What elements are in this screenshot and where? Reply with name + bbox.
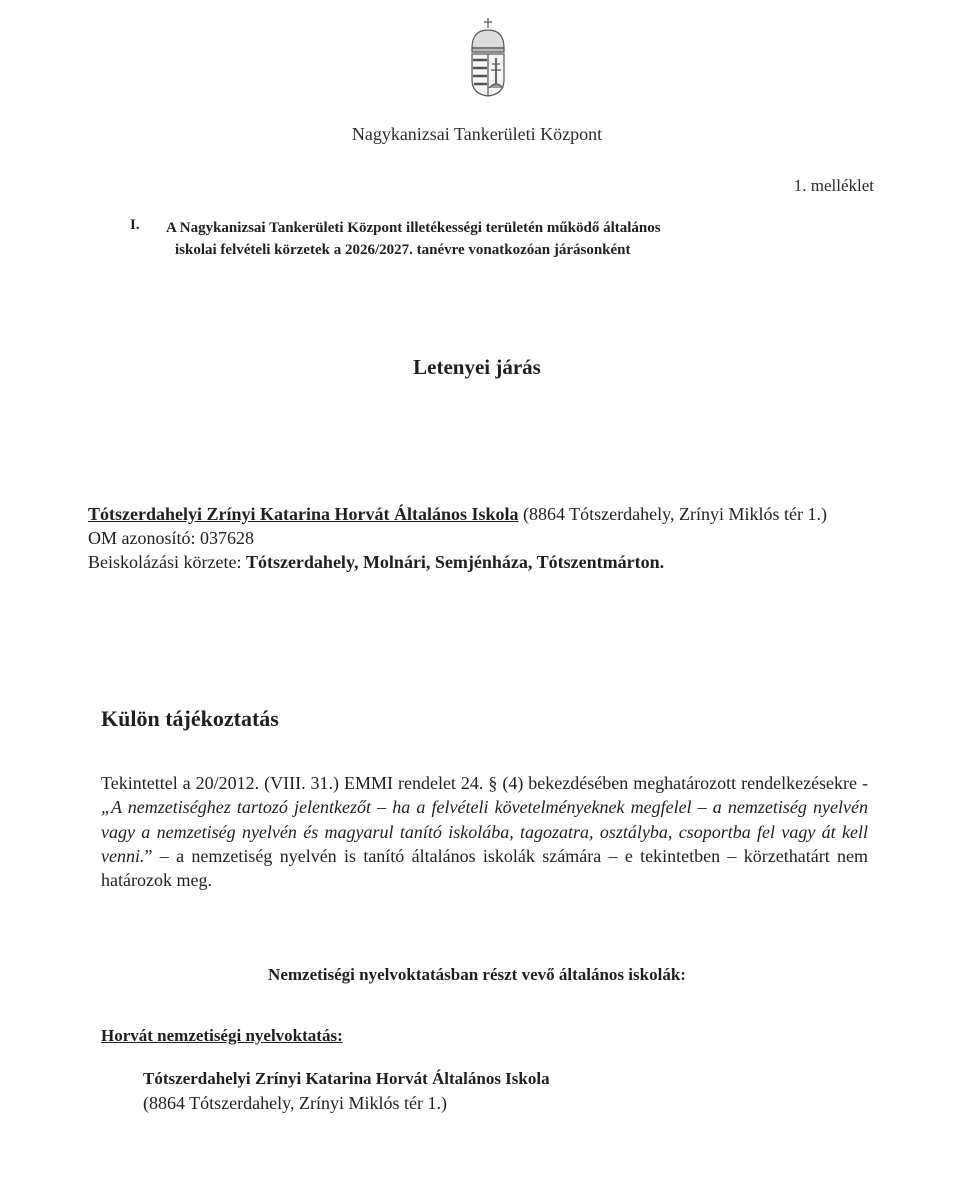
section-number: I.: [130, 217, 140, 233]
om-id: OM azonosító: 037628: [88, 528, 254, 548]
section-heading-line2: iskolai felvételi körzetek a 2026/2027. tanévre vonatkozóan járásonként: [175, 242, 631, 258]
nationality-section-title: Nemzetiségi nyelvoktatásban részt vevő általános iskolák:: [268, 965, 686, 984]
school-name: Tótszerdahelyi Zrínyi Katarina Horvát Általános Iskola: [88, 504, 519, 524]
school-address: (8864 Tótszerdahely, Zrínyi Miklós tér 1.): [523, 504, 827, 524]
paragraph-intro: Tekintettel a 20/2012. (VIII. 31.) EMMI rendelet 24. § (4) bekezdésében meghatározott rendelkezésekre -: [101, 773, 868, 793]
croatian-school: [143, 1067, 550, 1115]
special-info-title: Külön tájékoztatás: [101, 706, 279, 731]
catchment-label: Beiskolázási körzete:: [88, 552, 246, 572]
special-info-paragraph: [101, 771, 868, 892]
school-block: [88, 502, 869, 574]
croatian-school-address: (8864 Tótszerdahely, Zrínyi Miklós tér 1.): [143, 1093, 447, 1113]
croatian-subtitle: Horvát nemzetiségi nyelvoktatás:: [101, 1026, 343, 1045]
district-title: Letenyei járás: [413, 355, 541, 379]
coat-of-arms-icon: [466, 14, 510, 98]
section-heading-line1: A Nagykanizsai Tankerületi Központ illetékességi területén működő általános: [166, 220, 661, 236]
school-line: [88, 502, 869, 526]
organization-name: Nagykanizsai Tankerületi Központ: [351, 124, 603, 144]
paragraph-quote: „A nemzetiséghez tartozó jelentkezőt – ha a felvételi követelményeknek megfelel – a nemzetiség nyelvén vagy a nemzetiség nyelvén és magyarul tanító iskolába, tagozatra, osztályba, csoportba fel vagy át kell venni.: [101, 797, 868, 866]
catchment: [88, 550, 869, 574]
catchment-value: Tótszerdahely, Molnári, Semjénháza, Tótszentmárton.: [245, 552, 665, 572]
paragraph-outro: ” – a nemzetiség nyelvén is tanító általános iskolák számára – e tekintetben – körzethatárt nem határozok meg.: [101, 845, 868, 891]
croatian-school-name: Tótszerdahelyi Zrínyi Katarina Horvát Általános Iskola: [143, 1069, 550, 1088]
section-heading: [166, 217, 806, 261]
annex-label: 1. melléklet: [793, 176, 874, 195]
